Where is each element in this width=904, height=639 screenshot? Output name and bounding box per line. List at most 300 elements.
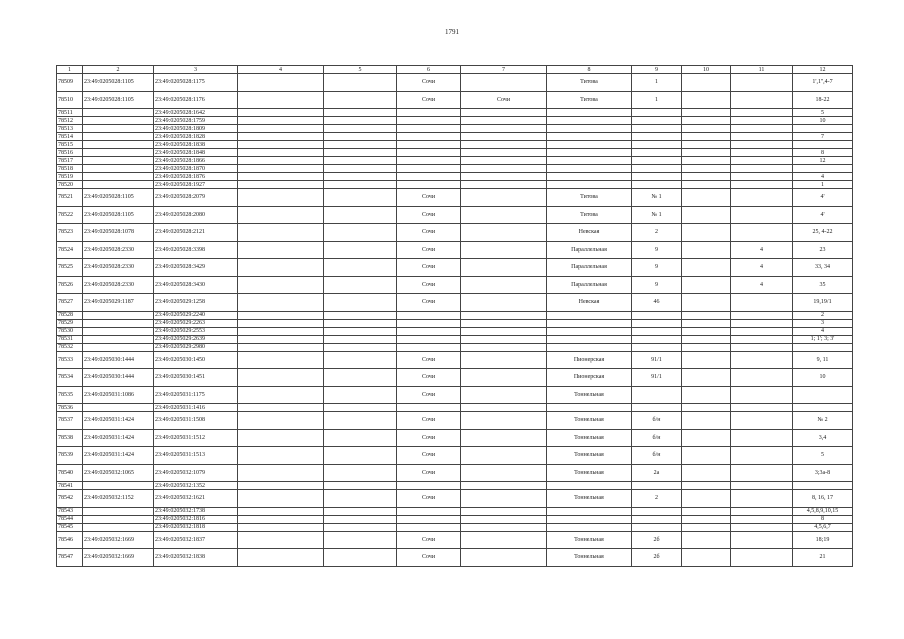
cell-building	[731, 482, 793, 490]
cell-city-extra	[461, 482, 547, 490]
cell-col-10	[682, 276, 731, 294]
cell-house-number	[632, 515, 682, 523]
cell-city: Сочи	[397, 294, 461, 312]
table-row	[57, 91, 853, 109]
cell-col-4	[238, 241, 324, 259]
cell-record-number: 78522	[57, 206, 83, 224]
cell-record-number: 78509	[57, 74, 83, 92]
cell-col-5	[324, 490, 397, 508]
cell-apartments: 1',1'',4-7	[793, 74, 853, 92]
table-row	[57, 157, 853, 165]
cell-city-extra	[461, 429, 547, 447]
cell-record-number: 78539	[57, 447, 83, 465]
cell-col-5	[324, 327, 397, 335]
cell-col-10	[682, 133, 731, 141]
cell-city: Сочи	[397, 549, 461, 567]
cell-building	[731, 351, 793, 369]
cell-col-4	[238, 490, 324, 508]
cell-street	[547, 327, 632, 335]
cell-record-number: 78547	[57, 549, 83, 567]
table-row	[57, 311, 853, 319]
cell-cadastral-number: 23:49:0205028:2080	[154, 206, 238, 224]
cell-parent-cadastral-number	[83, 319, 154, 327]
cell-col-5	[324, 404, 397, 412]
cell-cadastral-number: 23:49:0205032:1838	[154, 549, 238, 567]
cell-street: Невская	[547, 294, 632, 312]
cell-record-number: 78540	[57, 464, 83, 482]
cell-cadastral-number: 23:49:0205032:1837	[154, 531, 238, 549]
cell-col-10	[682, 319, 731, 327]
cell-city	[397, 109, 461, 117]
cell-house-number: 2	[632, 224, 682, 242]
cell-apartments: 10	[793, 369, 853, 387]
cell-building	[731, 74, 793, 92]
cell-city-extra	[461, 109, 547, 117]
cell-house-number: 1	[632, 74, 682, 92]
table-row	[57, 133, 853, 141]
cell-col-10	[682, 351, 731, 369]
cell-street	[547, 165, 632, 173]
cell-cadastral-number: 23:49:0205028:1848	[154, 149, 238, 157]
cell-cadastral-number: 23:49:0205028:3398	[154, 241, 238, 259]
cell-col-10	[682, 335, 731, 343]
column-header: 3	[154, 66, 238, 74]
cell-record-number: 78530	[57, 327, 83, 335]
cell-building	[731, 157, 793, 165]
cell-street	[547, 109, 632, 117]
cell-house-number: № 1	[632, 206, 682, 224]
cell-house-number	[632, 149, 682, 157]
cell-house-number	[632, 133, 682, 141]
cell-col-5	[324, 447, 397, 465]
cell-cadastral-number: 23:49:0205029:2553	[154, 327, 238, 335]
cell-house-number	[632, 141, 682, 149]
cell-city	[397, 319, 461, 327]
table-row	[57, 482, 853, 490]
cell-building	[731, 125, 793, 133]
cell-col-4	[238, 91, 324, 109]
cell-col-4	[238, 319, 324, 327]
cell-cadastral-number: 23:49:0205032:1621	[154, 490, 238, 508]
cell-parent-cadastral-number: 23:49:0205028:1105	[83, 74, 154, 92]
cell-record-number: 78514	[57, 133, 83, 141]
cell-building	[731, 91, 793, 109]
cell-building	[731, 549, 793, 567]
cell-record-number: 78524	[57, 241, 83, 259]
cell-street	[547, 482, 632, 490]
cell-parent-cadastral-number	[83, 181, 154, 189]
table-row	[57, 351, 853, 369]
table-row	[57, 515, 853, 523]
cell-col-10	[682, 549, 731, 567]
cell-city-extra	[461, 165, 547, 173]
cell-col-5	[324, 343, 397, 351]
cell-record-number: 78543	[57, 507, 83, 515]
table-row	[57, 412, 853, 430]
cell-city-extra	[461, 224, 547, 242]
cell-house-number: 9	[632, 241, 682, 259]
cell-record-number: 78536	[57, 404, 83, 412]
cell-col-5	[324, 157, 397, 165]
cell-apartments: 3;3а-8	[793, 464, 853, 482]
cell-house-number	[632, 327, 682, 335]
cell-col-4	[238, 412, 324, 430]
cell-col-10	[682, 181, 731, 189]
table-row	[57, 206, 853, 224]
column-header: 12	[793, 66, 853, 74]
table-row	[57, 224, 853, 242]
cell-building	[731, 109, 793, 117]
table-row	[57, 369, 853, 387]
cell-parent-cadastral-number	[83, 311, 154, 319]
cell-col-4	[238, 141, 324, 149]
cell-house-number: 46	[632, 294, 682, 312]
table-row	[57, 335, 853, 343]
cell-parent-cadastral-number: 23:49:0205028:2330	[83, 241, 154, 259]
cell-city	[397, 515, 461, 523]
cell-city: Сочи	[397, 447, 461, 465]
table-row	[57, 531, 853, 549]
column-header: 6	[397, 66, 461, 74]
cell-apartments: 23	[793, 241, 853, 259]
cell-parent-cadastral-number	[83, 117, 154, 125]
cell-col-5	[324, 206, 397, 224]
table-row	[57, 189, 853, 207]
cell-city: Сочи	[397, 91, 461, 109]
cell-record-number: 78519	[57, 173, 83, 181]
cell-col-10	[682, 523, 731, 531]
cell-col-10	[682, 125, 731, 133]
cell-col-5	[324, 311, 397, 319]
cell-apartments: 10	[793, 117, 853, 125]
cell-parent-cadastral-number: 23:49:0205028:1078	[83, 224, 154, 242]
table-row	[57, 464, 853, 482]
cell-parent-cadastral-number	[83, 404, 154, 412]
cell-building: 4	[731, 241, 793, 259]
cell-record-number: 78534	[57, 369, 83, 387]
cell-city	[397, 335, 461, 343]
cell-parent-cadastral-number: 23:49:0205028:1105	[83, 91, 154, 109]
cell-col-10	[682, 157, 731, 165]
cell-city	[397, 343, 461, 351]
cell-parent-cadastral-number: 23:49:0205028:2330	[83, 276, 154, 294]
cell-apartments	[793, 165, 853, 173]
cell-parent-cadastral-number	[83, 141, 154, 149]
cell-city	[397, 507, 461, 515]
cell-street: Пионерская	[547, 369, 632, 387]
cell-col-5	[324, 241, 397, 259]
cell-record-number: 78544	[57, 515, 83, 523]
cell-house-number: 9	[632, 276, 682, 294]
cell-col-10	[682, 447, 731, 465]
cell-city	[397, 133, 461, 141]
cell-street: Тоннельная	[547, 386, 632, 404]
cell-city-extra	[461, 369, 547, 387]
cell-col-5	[324, 224, 397, 242]
cell-col-4	[238, 259, 324, 277]
cell-parent-cadastral-number: 23:49:0205030:1444	[83, 351, 154, 369]
cell-apartments: 21	[793, 549, 853, 567]
cell-col-5	[324, 181, 397, 189]
cell-cadastral-number: 23:49:0205030:1451	[154, 369, 238, 387]
cell-city-extra	[461, 335, 547, 343]
cell-col-10	[682, 515, 731, 523]
cell-building: 4	[731, 259, 793, 277]
cell-apartments: 7	[793, 133, 853, 141]
cell-building: 4	[731, 276, 793, 294]
column-header: 10	[682, 66, 731, 74]
cell-house-number: 1	[632, 91, 682, 109]
cell-apartments: 8	[793, 149, 853, 157]
cell-city	[397, 117, 461, 125]
cell-apartments: 18-22	[793, 91, 853, 109]
cell-record-number: 78545	[57, 523, 83, 531]
cell-record-number: 78510	[57, 91, 83, 109]
table-row	[57, 141, 853, 149]
cell-col-5	[324, 515, 397, 523]
cell-cadastral-number: 23:49:0205030:1450	[154, 351, 238, 369]
cell-col-5	[324, 74, 397, 92]
table-row	[57, 327, 853, 335]
cell-cadastral-number: 23:49:0205031:1512	[154, 429, 238, 447]
cell-city-extra	[461, 386, 547, 404]
cell-col-10	[682, 412, 731, 430]
cell-city	[397, 523, 461, 531]
column-header: 11	[731, 66, 793, 74]
cell-building	[731, 412, 793, 430]
table-row	[57, 343, 853, 351]
cell-record-number: 78520	[57, 181, 83, 189]
cell-apartments: 18;19	[793, 531, 853, 549]
cell-col-10	[682, 404, 731, 412]
cell-col-10	[682, 464, 731, 482]
cell-house-number	[632, 335, 682, 343]
cell-col-4	[238, 165, 324, 173]
cell-city	[397, 157, 461, 165]
cell-apartments: 1	[793, 181, 853, 189]
cell-city	[397, 125, 461, 133]
cell-col-4	[238, 327, 324, 335]
cell-building	[731, 133, 793, 141]
cell-house-number	[632, 523, 682, 531]
cell-city-extra	[461, 125, 547, 133]
table-row	[57, 173, 853, 181]
cell-apartments: 35	[793, 276, 853, 294]
cell-col-10	[682, 149, 731, 157]
cell-building	[731, 294, 793, 312]
cell-col-5	[324, 165, 397, 173]
cell-building	[731, 343, 793, 351]
cell-col-4	[238, 125, 324, 133]
cell-col-4	[238, 464, 324, 482]
cell-house-number	[632, 157, 682, 165]
cell-cadastral-number: 23:49:0205028:1176	[154, 91, 238, 109]
cell-col-10	[682, 429, 731, 447]
cell-city-extra	[461, 311, 547, 319]
cell-cadastral-number: 23:49:0205029:1258	[154, 294, 238, 312]
cell-street: Тоннельная	[547, 531, 632, 549]
cell-cadastral-number: 23:49:0205028:1927	[154, 181, 238, 189]
cell-city-extra	[461, 117, 547, 125]
cell-street: Титова	[547, 74, 632, 92]
cell-house-number	[632, 125, 682, 133]
cell-city-extra	[461, 515, 547, 523]
cell-col-4	[238, 109, 324, 117]
cell-record-number: 78538	[57, 429, 83, 447]
cell-apartments	[793, 125, 853, 133]
cell-record-number: 78542	[57, 490, 83, 508]
cell-apartments: 8	[793, 515, 853, 523]
cell-record-number: 78516	[57, 149, 83, 157]
cell-city-extra: Сочи	[461, 91, 547, 109]
cell-cadastral-number: 23:49:0205029:2240	[154, 311, 238, 319]
cell-house-number	[632, 319, 682, 327]
table-row	[57, 447, 853, 465]
cell-col-5	[324, 125, 397, 133]
cell-city-extra	[461, 490, 547, 508]
cell-cadastral-number: 23:49:0205032:1738	[154, 507, 238, 515]
cell-city: Сочи	[397, 412, 461, 430]
cell-cadastral-number: 23:49:0205028:1876	[154, 173, 238, 181]
cell-cadastral-number: 23:49:0205028:1175	[154, 74, 238, 92]
cell-building	[731, 149, 793, 157]
cell-house-number: 2б	[632, 531, 682, 549]
cell-cadastral-number: 23:49:0205028:1838	[154, 141, 238, 149]
cell-apartments: 4,5,6,7	[793, 523, 853, 531]
cell-city	[397, 327, 461, 335]
cell-col-10	[682, 507, 731, 515]
cell-house-number: 2а	[632, 464, 682, 482]
cell-cadastral-number: 23:49:0205031:1513	[154, 447, 238, 465]
cell-city-extra	[461, 206, 547, 224]
table-row	[57, 241, 853, 259]
column-header: 4	[238, 66, 324, 74]
cell-col-4	[238, 447, 324, 465]
cell-street	[547, 311, 632, 319]
cell-col-4	[238, 549, 324, 567]
cell-cadastral-number: 23:49:0205032:1816	[154, 515, 238, 523]
cell-city-extra	[461, 157, 547, 165]
cell-city: Сочи	[397, 259, 461, 277]
table-row	[57, 276, 853, 294]
cell-col-5	[324, 189, 397, 207]
cell-col-10	[682, 173, 731, 181]
cell-record-number: 78511	[57, 109, 83, 117]
table-row	[57, 259, 853, 277]
cell-col-5	[324, 412, 397, 430]
cell-city-extra	[461, 351, 547, 369]
cell-city-extra	[461, 319, 547, 327]
cell-street	[547, 157, 632, 165]
cell-col-5	[324, 482, 397, 490]
cell-street	[547, 523, 632, 531]
table-row	[57, 74, 853, 92]
cell-street: Параллельная	[547, 276, 632, 294]
cell-cadastral-number: 23:49:0205028:1759	[154, 117, 238, 125]
column-header: 8	[547, 66, 632, 74]
cell-street	[547, 173, 632, 181]
cell-city	[397, 141, 461, 149]
cell-record-number: 78523	[57, 224, 83, 242]
table-row	[57, 507, 853, 515]
cell-col-5	[324, 149, 397, 157]
cell-parent-cadastral-number: 23:49:0205032:1669	[83, 549, 154, 567]
cell-col-5	[324, 369, 397, 387]
cell-building	[731, 173, 793, 181]
cell-parent-cadastral-number	[83, 133, 154, 141]
cell-col-10	[682, 109, 731, 117]
cell-street: Тоннельная	[547, 464, 632, 482]
column-header: 2	[83, 66, 154, 74]
cell-record-number: 78518	[57, 165, 83, 173]
cell-city-extra	[461, 404, 547, 412]
cell-col-5	[324, 319, 397, 327]
table-row	[57, 165, 853, 173]
cell-col-4	[238, 173, 324, 181]
cell-col-4	[238, 224, 324, 242]
cell-cadastral-number: 23:49:0205029:2263	[154, 319, 238, 327]
cell-house-number: б/н	[632, 447, 682, 465]
cell-col-4	[238, 386, 324, 404]
cell-city-extra	[461, 259, 547, 277]
cell-building	[731, 515, 793, 523]
cell-street: Невская	[547, 224, 632, 242]
cell-city: Сочи	[397, 369, 461, 387]
cell-building	[731, 181, 793, 189]
cell-cadastral-number: 23:49:0205029:2639	[154, 335, 238, 343]
cell-building	[731, 507, 793, 515]
cell-apartments: 3	[793, 319, 853, 327]
cell-street	[547, 319, 632, 327]
cell-parent-cadastral-number	[83, 157, 154, 165]
cell-col-10	[682, 91, 731, 109]
cell-parent-cadastral-number	[83, 149, 154, 157]
cell-city	[397, 482, 461, 490]
cell-street: Параллельная	[547, 259, 632, 277]
cell-parent-cadastral-number	[83, 482, 154, 490]
cell-house-number	[632, 404, 682, 412]
cell-cadastral-number: 23:49:0205028:2121	[154, 224, 238, 242]
cell-record-number: 78546	[57, 531, 83, 549]
cell-col-4	[238, 482, 324, 490]
cell-apartments: 3,4	[793, 429, 853, 447]
cell-city: Сочи	[397, 224, 461, 242]
cell-street: Титова	[547, 206, 632, 224]
cell-city-extra	[461, 327, 547, 335]
cell-house-number	[632, 386, 682, 404]
column-header: 5	[324, 66, 397, 74]
cell-city: Сочи	[397, 429, 461, 447]
table-row	[57, 294, 853, 312]
cell-col-5	[324, 117, 397, 125]
cell-building	[731, 319, 793, 327]
cell-record-number: 78541	[57, 482, 83, 490]
cell-street	[547, 335, 632, 343]
cell-col-10	[682, 369, 731, 387]
cell-house-number	[632, 343, 682, 351]
cell-city-extra	[461, 181, 547, 189]
column-number-row	[57, 66, 853, 74]
cell-building	[731, 404, 793, 412]
cell-city-extra	[461, 523, 547, 531]
cell-parent-cadastral-number: 23:49:0205030:1444	[83, 369, 154, 387]
cell-parent-cadastral-number	[83, 335, 154, 343]
cell-city	[397, 165, 461, 173]
cell-col-4	[238, 531, 324, 549]
cell-col-4	[238, 523, 324, 531]
cell-house-number: б/н	[632, 412, 682, 430]
cell-house-number	[632, 117, 682, 125]
